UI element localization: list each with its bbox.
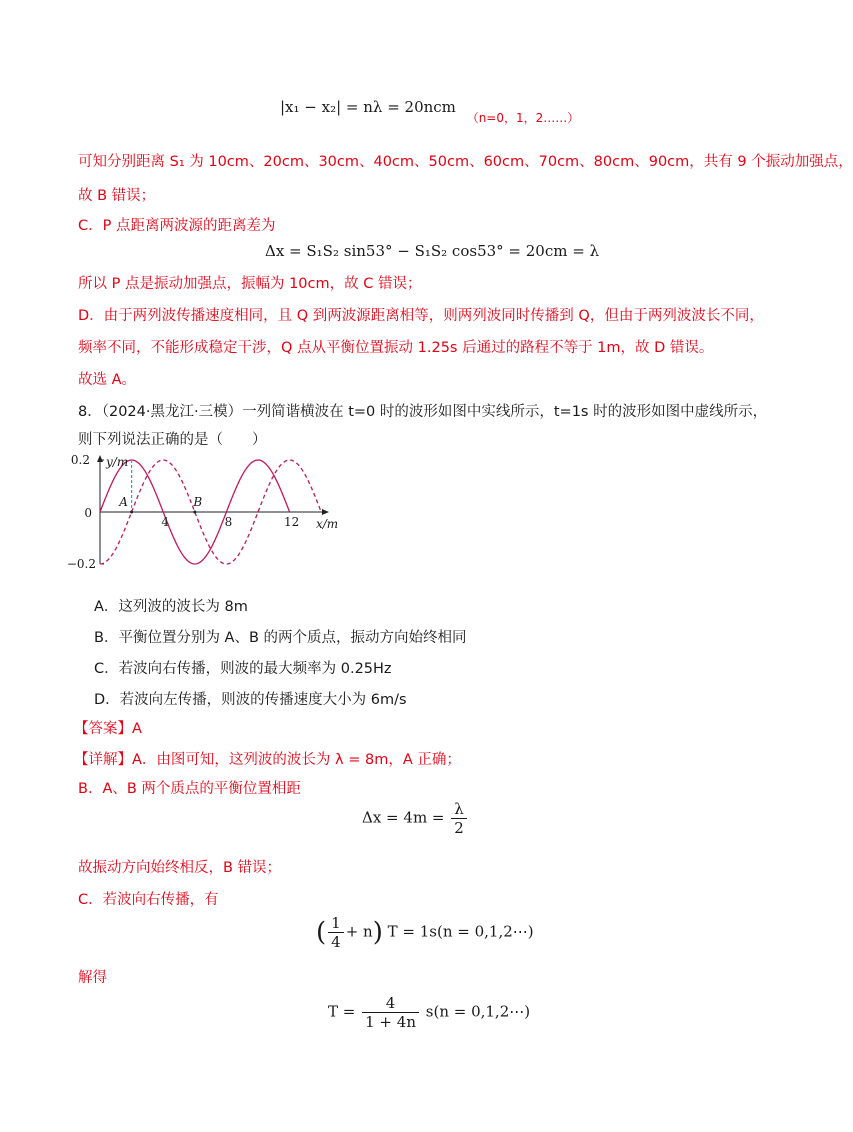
detail-a: 【详解】A．由图可知，这列波的波长为 λ = 8m，A 正确； — [74, 752, 461, 768]
detail-b-intro: B．A、B 两个质点的平衡位置相距 — [78, 781, 301, 797]
fraction-period: $\frac{4}{1 + 4n}$ — [362, 994, 419, 1031]
equation-period-condition: ( $\frac{1}{4}$ + n) T = 1s(n = 0,1,2⋯) — [316, 914, 534, 951]
option-d[interactable]: D．若波向左传播，则波的传播速度大小为 6m/s — [94, 692, 407, 708]
point-label-b: B — [193, 495, 203, 509]
equation-period-solution: T = $\frac{4}{1 + 4n}$ s(n = 0,1,2⋯) — [328, 994, 531, 1031]
paragraph-b-wrong: 故 B 错误； — [78, 188, 156, 204]
x-tick-12: 12 — [283, 515, 300, 529]
y-tick-0.2: 0.2 — [70, 453, 90, 467]
answer-label: 【答案】A — [74, 721, 142, 737]
equation-note: （n=0，1，2……） — [466, 111, 580, 125]
fraction-lambda-half: $\frac{\lambda}{2}$ — [451, 800, 467, 837]
paragraph-c-wrong: 所以 P 点是振动加强点，振幅为 10cm，故 C 错误； — [78, 276, 422, 292]
y-axis-arrow — [97, 455, 103, 462]
option-c[interactable]: C．若波向右传播，则波的最大频率为 0.25Hz — [94, 661, 392, 677]
equation-delta-x: Δx = S₁S₂ sin53° − S₁S₂ cos53° = 20cm = λ — [265, 242, 600, 260]
point-b-dot — [193, 511, 196, 514]
y-axis-label: y/m — [106, 455, 129, 469]
paragraph-c-intro: C．P 点距离两波源的距离差为 — [78, 218, 276, 234]
x-axis-arrow — [322, 509, 329, 515]
question-8-stem: 8．（2024·黑龙江·三模）一列简谐横波在 t=0 时的波形如图中实线所示，t=1s 时的波形如图中虚线所示， — [78, 404, 768, 420]
detail-solve: 解得 — [78, 970, 107, 986]
wave-chart — [66, 452, 350, 572]
y-tick-0: 0 — [84, 506, 92, 520]
point-a-dot — [130, 511, 133, 514]
paragraph-d-line1: D．由于两列波传播速度相同，且 Q 到两波源距离相等，则两列波同时传播到 Q，但由于两列波波长不同， — [78, 308, 764, 324]
option-b[interactable]: B．平衡位置分别为 A、B 的两个质点，振动方向始终相同 — [94, 630, 467, 646]
detail-b-wrong: 故振动方向始终相反，B 错误； — [78, 860, 282, 876]
equation-path-difference: |x₁ − x₂| = nλ = 20ncm $_{(n=0,1,2\dots\dots)}$ — [280, 98, 580, 125]
x-tick-4: 4 — [161, 515, 170, 529]
paragraph-choose-a: 故选 A。 — [78, 372, 137, 388]
equation-ab-distance: Δx = 4m = $\frac{\lambda}{2}$ — [362, 800, 469, 837]
fraction-quarter: $\frac{1}{4}$ — [328, 914, 344, 951]
y-tick-minus-0.2: −0.2 — [66, 557, 96, 571]
detail-c-intro: C．若波向右传播，有 — [78, 892, 219, 908]
paragraph-enhancement-points: 可知分别距离 S₁ 为 10cm、20cm、30cm、40cm、50cm、60cm、70cm、80cm、90cm，共有 9 个振动加强点， — [78, 154, 853, 170]
paragraph-d-line2: 频率不同，不能形成稳定干涉，Q 点从平衡位置振动 1.25s 后通过的路程不等于 1m，故 D 错误。 — [78, 340, 714, 356]
option-a[interactable]: A．这列波的波长为 8m — [94, 599, 248, 615]
x-tick-8: 8 — [224, 515, 233, 529]
point-label-a: A — [119, 495, 128, 509]
x-axis-label: x/m — [316, 517, 339, 531]
question-8-stem-line2: 则下列说法正确的是（ ） — [78, 432, 267, 448]
